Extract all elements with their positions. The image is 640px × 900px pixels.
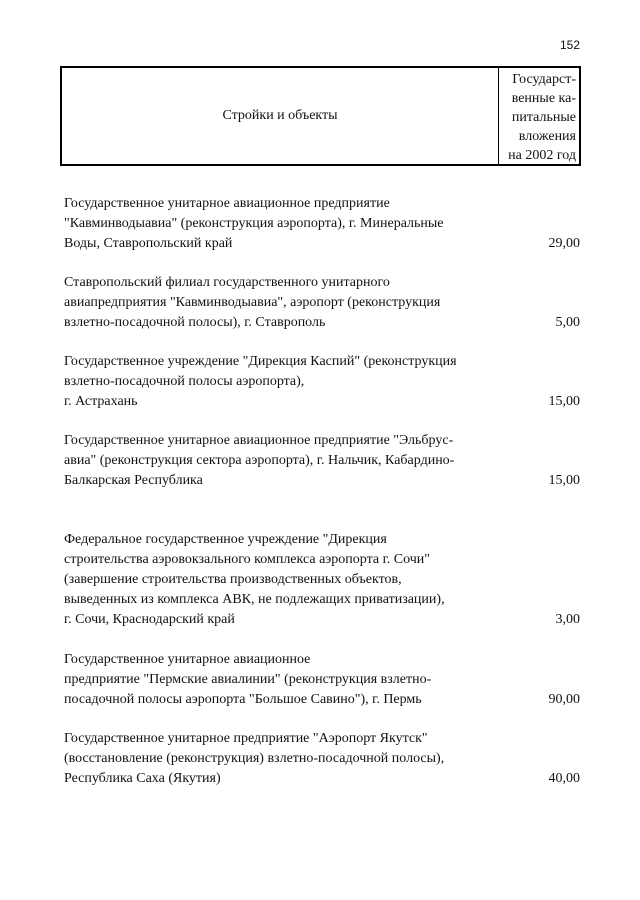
description-line: взлетно-посадочной полосы), г. Ставрополь [64,315,326,330]
description-line: Республика Саха (Якутия) [64,771,221,786]
table-row [64,729,582,789]
column-header-line: Государст- [512,72,576,87]
object-description [64,530,504,630]
column-header-objects: Стройки и объекты [222,108,338,123]
table-row [64,273,582,333]
description-line: г. Астрахань [64,394,138,409]
table-row [64,352,582,412]
investment-value: 15,00 [548,394,580,409]
description-line: Государственное унитарное авиационное предприятие "Эльбрус- [64,433,454,448]
description-line: посадочной полосы аэропорта "Большое Савино"), г. Пермь [64,692,422,707]
investment-value: 40,00 [548,771,580,786]
description-line: Государственное унитарное авиационное предприятие [64,196,390,211]
page-number: 152 [559,38,580,52]
description-line: Государственное учреждение "Дирекция Каспий" (реконструкция [64,354,457,369]
column-header-line: вложения [518,129,576,144]
table-row [64,650,582,710]
investment-value: 5,00 [555,315,580,330]
table-row [64,530,582,630]
description-line: г. Сочи, Краснодарский край [64,612,235,627]
object-description [64,729,504,789]
description-line: "Кавминводыавиа" (реконструкция аэропорта), г. Минеральные [64,216,444,231]
object-description [64,650,504,710]
investment-value: 90,00 [548,692,580,707]
description-line: Государственное унитарное предприятие "Аэропорт Якутск" [64,731,428,746]
column-header-investments [498,68,579,164]
table-row [64,431,582,491]
description-line: Государственное унитарное авиационное [64,652,311,667]
object-description [64,352,504,412]
description-line: строительства аэровокзального комплекса аэропорта г. Сочи" [64,552,430,567]
description-line: Ставропольский филиал государственного унитарного [64,275,390,290]
description-line: (восстановление (реконструкция) взлетно-посадочной полосы), [64,751,445,766]
object-description [64,194,504,254]
column-header-line: питальные [511,110,576,125]
description-line: авиа" (реконструкция сектора аэропорта), г. Нальчик, Кабардино- [64,453,455,468]
table-header [60,66,581,166]
table-row [64,194,582,254]
description-line: предприятие "Пермские авиалинии" (реконструкция взлетно- [64,672,432,687]
investment-value: 29,00 [548,236,580,251]
description-line: авиапредприятия "Кавминводыавиа", аэропорт (реконструкция [64,295,441,310]
investment-value: 3,00 [555,612,580,627]
object-description [64,431,504,491]
column-header-line: венные ка- [511,91,576,106]
investment-value: 15,00 [548,473,580,488]
description-line: Балкарская Республика [64,473,203,488]
description-line: Федеральное государственное учреждение "Дирекция [64,532,387,547]
object-description [64,273,504,333]
description-line: (завершение строительства производственных объектов, [64,572,402,587]
description-line: Воды, Ставропольский край [64,236,233,251]
description-line: взлетно-посадочной полосы аэропорта), [64,374,305,389]
description-line: выведенных из комплекса АВК, не подлежащих приватизации), [64,592,445,607]
column-header-line: на 2002 год [508,148,576,163]
